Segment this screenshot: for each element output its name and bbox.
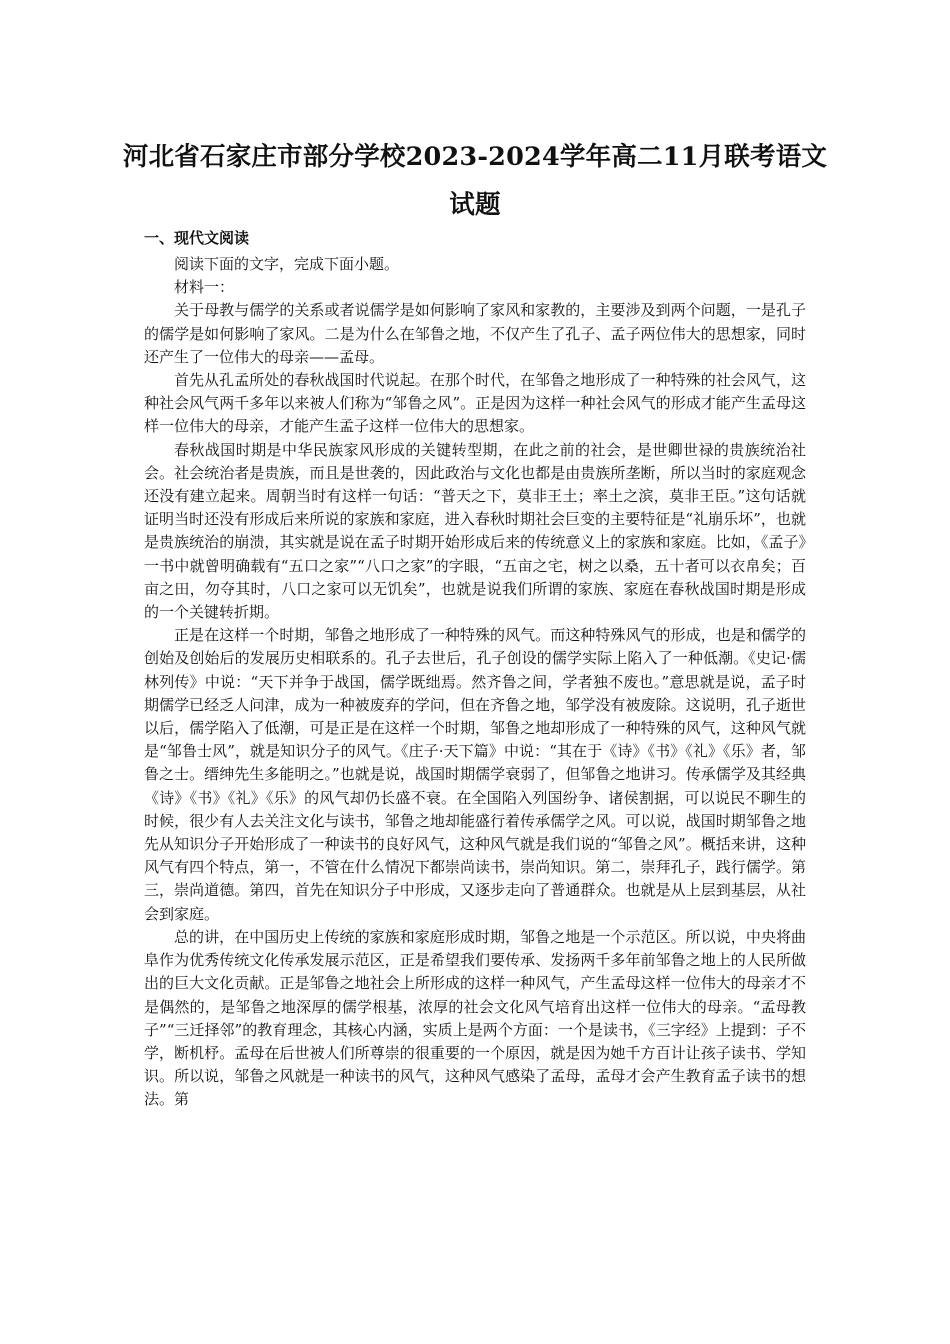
body-paragraph: 首先从孔孟所处的春秋战国时代说起。在那个时代，在邹鲁之地形成了一种特殊的社会风气，这种社会风气两千多年以来被人们称为“邹鲁之风”。正是因为这样一种社会风气的形成才能产生孟母这样一位伟大的母亲，才能产生孟子这样一位伟大的思想家。 xyxy=(144,371,806,436)
section-heading: 一、现代文阅读 xyxy=(144,229,250,247)
document-title: 河北省石家庄市部分学校2023-2024学年高二11月联考语文试题 xyxy=(122,142,828,220)
body-paragraph: 正是在这样一个时期，邹鲁之地形成了一种特殊的风气。而这种特殊风气的形成，也是和儒学的创始及创始后的发展历史相联系的。孔子去世后，孔子创设的儒学实际上陷入了一种低潮。《史记·儒林列传》中说：“天下并争于战国，儒学既绌焉。然齐鲁之间，学者独不废也。”意思就是说，孟子时期儒学已经乏人问津，成为一种被废弃的学问，但在齐鲁之地，邹学没有被废除。这说明，孔子逝世以后，儒学陷入了低潮，可是正是在这样一个时期，邹鲁之地却形成了一种特殊的风气，这种风气就是“邹鲁士风”，就是知识分子的风气。《庄子·天下篇》中说：“其在于《诗》《书》《礼》《乐》者，邹鲁之士。缙绅先生多能明之。”也就是说，战国时期儒学衰弱了，但邹鲁之地讲习。传承儒学及其经典《诗》《书》《礼》《乐》的风气却仍长盛不衰。在全国陷入列国纷争、诸侯割据，可以说民不聊生的时候，很少有人去关注文化与读书，邹鲁之地却能盛行着传承儒学之风。可以说，战国时期邹鲁之地先从知识分子开始形成了一种读书的良好风气，这种风气就是我们说的“邹鲁之风”。概括来讲，这种风气有四个特点，第一，不管在什么情况下都崇尚读书，崇尚知识。第二，崇拜孔子，践行儒学。第三，崇尚道德。第四，首先在知识分子中形成，又逐步走向了普通群众。也就是从上层到基层，从社会到家庭。 xyxy=(144,626,806,923)
document-body xyxy=(144,253,806,1112)
body-paragraph: 关于母教与儒学的关系或者说儒学是如何影响了家风和家教的，主要涉及到两个问题，一是孔子的儒学是如何影响了家风。二是为什么在邹鲁之地，不仅产生了孔子、孟子两位伟大的思想家，同时还产生了一位伟大的母亲——孟母。 xyxy=(144,301,806,366)
material-label: 材料一： xyxy=(174,278,235,297)
body-paragraph: 春秋战国时期是中华民族家风形成的关键转型期，在此之前的社会，是世卿世禄的贵族统治社会。社会统治者是贵族，而且是世袭的，因此政治与文化也都是由贵族所垄断，所以当时的家庭观念还没有建立起来。周朝当时有这样一句话：“普天之下，莫非王土；率土之滨，莫非王臣。”这句话就证明当时还没有形成后来所说的家族和家庭，进入春秋时期社会巨变的主要特征是“礼崩乐坏”，也就是贵族统治的崩溃，其实就是说在孟子时期开始形成后来的传统意义上的家族和家庭。比如，《孟子》一书中就曾明确载有“五口之家”“八口之家”的字眼，“五亩之宅，树之以桑，五十者可以衣帛矣；百亩之田，勿夺其时，八口之家可以无饥矣”，也就是说我们所谓的家族、家庭在春秋战国时期是形成的一个关键转折期。 xyxy=(144,440,806,622)
instruction-paragraph: 阅读下面的文字，完成下面小题。 xyxy=(174,255,400,273)
body-paragraph: 总的讲，在中国历史上传统的家族和家庭形成时期，邹鲁之地是一个示范区。所以说，中央将曲阜作为优秀传统文化传承发展示范区，正是希望我们要传承、发扬两千多年前邹鲁之地上的人民所做出的巨大文化贡献。正是邹鲁之地社会上所形成的这样一种风气，产生孟母这样一位伟大的母亲才不是偶然的，是邹鲁之地深厚的儒学根基，浓厚的社会文化风气培育出这样一位伟大的母亲。“孟母教子”“三迁择邻”的教育理念，其核心内涵，实质上是两个方面：一个是读书，《三字经》上提到：子不学，断机杼。孟母在后世被人们所尊崇的很重要的一个原因，就是因为她千方百计让孩子读书、学知识。所以说，邹鲁之风就是一种读书的风气，这种风气感染了孟母，孟母才会产生教育孟子读书的想法。第 xyxy=(144,927,806,1109)
